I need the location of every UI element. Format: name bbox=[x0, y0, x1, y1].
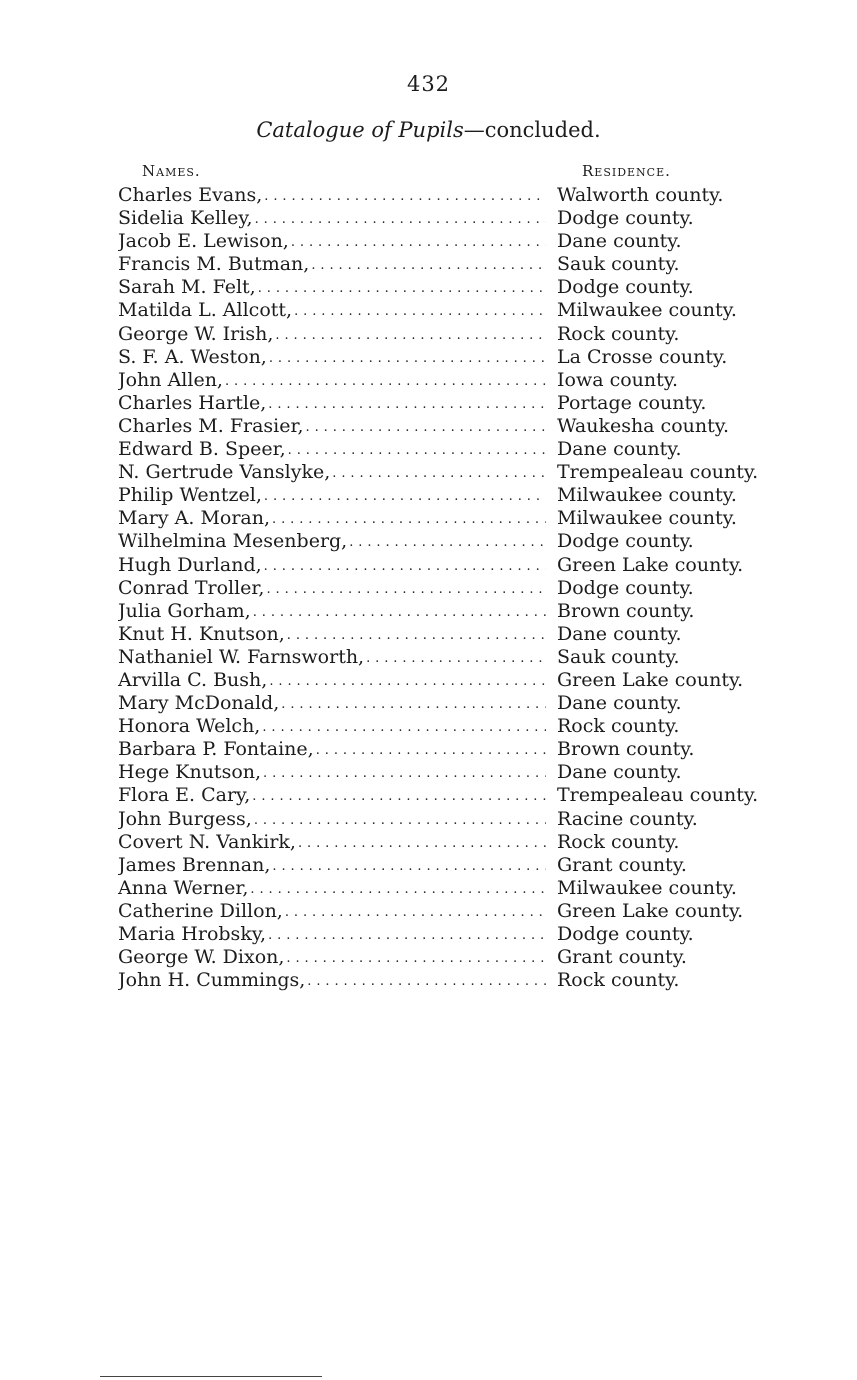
list-item bbox=[0, 738, 857, 761]
pupil-residence: Dane county. bbox=[557, 230, 682, 253]
list-item bbox=[0, 600, 857, 623]
pupil-residence: Green Lake county. bbox=[557, 668, 744, 691]
pupil-name: Hugh Durland, bbox=[118, 553, 262, 576]
pupil-name-cell bbox=[118, 923, 546, 947]
list-item bbox=[0, 831, 857, 854]
pupil-name: Wilhelmina Mesenberg, bbox=[118, 530, 348, 553]
pupil-name: Matilda L. Allcott, bbox=[118, 299, 293, 322]
pupil-name: John Allen, bbox=[118, 368, 223, 391]
list-item bbox=[0, 299, 857, 322]
pupil-list bbox=[0, 184, 857, 992]
pupil-name: Honora Welch, bbox=[118, 715, 261, 738]
pupil-name: Charles Hartle, bbox=[118, 391, 267, 414]
pupil-name-cell bbox=[118, 808, 546, 832]
pupil-name: Anna Werner, bbox=[118, 876, 249, 899]
pupil-name: Flora E. Cary, bbox=[118, 784, 251, 807]
pupil-name: Mary A. Moran, bbox=[118, 507, 271, 530]
title-italic: Catalogue of Pupils bbox=[256, 118, 464, 142]
pupil-name-cell bbox=[118, 738, 546, 762]
pupil-residence: Dane county. bbox=[557, 692, 682, 715]
pupil-residence: Trempealeau county. bbox=[557, 461, 759, 484]
pupil-residence: La Crosse county. bbox=[557, 345, 728, 368]
pupil-residence: Green Lake county. bbox=[557, 553, 744, 576]
pupil-residence: Rock county. bbox=[557, 715, 680, 738]
list-item bbox=[0, 346, 857, 369]
pupil-residence: Rock county. bbox=[557, 969, 680, 992]
pupil-residence: Dane county. bbox=[557, 622, 682, 645]
list-item bbox=[0, 923, 857, 946]
list-item bbox=[0, 554, 857, 577]
pupil-name: Nathaniel W. Farnsworth, bbox=[118, 645, 365, 668]
pupil-name: Francis M. Butman, bbox=[118, 253, 310, 276]
pupil-name: Charles M. Frasier, bbox=[118, 414, 304, 437]
pupil-name: Barbara P. Fontaine, bbox=[118, 738, 314, 761]
pupil-residence: Brown county. bbox=[557, 738, 695, 761]
pupil-name: George W. Dixon, bbox=[118, 946, 285, 969]
pupil-name-cell bbox=[118, 207, 546, 231]
list-item bbox=[0, 369, 857, 392]
list-item bbox=[0, 623, 857, 646]
pupil-residence: Milwaukee county. bbox=[557, 507, 737, 530]
list-item bbox=[0, 184, 857, 207]
pupil-residence: Milwaukee county. bbox=[557, 484, 737, 507]
pupil-residence: Milwaukee county. bbox=[557, 299, 737, 322]
pupil-residence: Walworth county. bbox=[557, 184, 724, 206]
list-item bbox=[0, 530, 857, 553]
pupil-residence: Milwaukee county. bbox=[557, 876, 737, 899]
pupil-residence: Sauk county. bbox=[557, 253, 680, 276]
title-suffix: —concluded. bbox=[463, 118, 601, 142]
pupil-name: Maria Hrobsky, bbox=[118, 923, 267, 945]
pupil-name-cell bbox=[118, 323, 546, 347]
pupil-residence: Rock county. bbox=[557, 830, 680, 853]
pupil-name-cell bbox=[118, 299, 546, 323]
list-item bbox=[0, 276, 857, 299]
pupil-name-cell bbox=[118, 669, 546, 693]
pupil-residence: Brown county. bbox=[557, 599, 695, 622]
list-item bbox=[0, 877, 857, 900]
pupil-residence: Waukesha county. bbox=[557, 414, 729, 437]
pupil-name-cell bbox=[118, 715, 546, 739]
list-item bbox=[0, 484, 857, 507]
list-item bbox=[0, 323, 857, 346]
list-item bbox=[0, 946, 857, 969]
list-item bbox=[0, 761, 857, 784]
pupil-residence: Trempealeau county. bbox=[557, 784, 759, 807]
pupil-residence: Grant county. bbox=[557, 946, 687, 969]
pupil-name-cell bbox=[118, 230, 546, 254]
pupil-name-cell bbox=[118, 969, 546, 993]
list-item bbox=[0, 692, 857, 715]
page-title bbox=[0, 118, 857, 142]
pupil-name-cell bbox=[118, 554, 546, 578]
pupil-name-cell bbox=[118, 392, 546, 416]
list-item bbox=[0, 230, 857, 253]
pupil-name: Knut H. Knutson, bbox=[118, 622, 285, 645]
pupil-residence: Dodge county. bbox=[557, 923, 694, 945]
footer-rule bbox=[100, 1376, 322, 1377]
column-header-residence: Residence. bbox=[582, 162, 671, 180]
pupil-name: Charles Evans, bbox=[118, 184, 263, 206]
pupil-name-cell bbox=[118, 276, 546, 300]
pupil-name-cell bbox=[118, 854, 546, 878]
pupil-residence: Iowa county. bbox=[557, 368, 679, 391]
pupil-name-cell bbox=[118, 646, 546, 670]
list-item bbox=[0, 808, 857, 831]
pupil-name: Hege Knutson, bbox=[118, 761, 262, 784]
list-item bbox=[0, 415, 857, 438]
page-number: 432 bbox=[406, 72, 451, 96]
pupil-residence: Dane county. bbox=[557, 438, 682, 461]
pupil-residence: Grant county. bbox=[557, 853, 687, 876]
pupil-name: Edward B. Speer, bbox=[118, 438, 286, 461]
pupil-name: Catherine Dillon, bbox=[118, 899, 283, 922]
pupil-residence: Rock county. bbox=[557, 322, 680, 345]
pupil-name: Jacob E. Lewison, bbox=[118, 230, 289, 253]
pupil-name: Mary McDonald, bbox=[118, 692, 280, 715]
pupil-residence: Sauk county. bbox=[557, 645, 680, 668]
pupil-residence: Racine county. bbox=[557, 807, 698, 830]
pupil-name-cell bbox=[118, 784, 546, 808]
list-item bbox=[0, 438, 857, 461]
pupil-name-cell bbox=[118, 761, 546, 785]
pupil-name: John Burgess, bbox=[118, 807, 252, 830]
pupil-name-cell bbox=[118, 900, 546, 924]
pupil-name-cell bbox=[118, 877, 546, 901]
pupil-name: Conrad Troller, bbox=[118, 576, 265, 599]
pupil-name: George W. Irish, bbox=[118, 322, 274, 345]
pupil-name-cell bbox=[118, 369, 546, 393]
column-header-names: Names. bbox=[142, 162, 201, 180]
list-item bbox=[0, 392, 857, 415]
list-item bbox=[0, 461, 857, 484]
pupil-residence: Dodge county. bbox=[557, 576, 694, 599]
pupil-name-cell bbox=[118, 831, 546, 855]
pupil-name: John H. Cummings, bbox=[118, 969, 306, 992]
list-item bbox=[0, 253, 857, 276]
list-item bbox=[0, 784, 857, 807]
pupil-name-cell bbox=[118, 484, 546, 508]
list-item bbox=[0, 854, 857, 877]
pupil-name-cell bbox=[118, 461, 546, 485]
list-item bbox=[0, 715, 857, 738]
pupil-name-cell bbox=[118, 692, 546, 716]
pupil-name-cell bbox=[118, 184, 546, 208]
pupil-name: Arvilla C. Bush, bbox=[118, 668, 268, 691]
pupil-residence: Portage county. bbox=[557, 391, 707, 414]
pupil-name-cell bbox=[118, 507, 546, 531]
pupil-name-cell bbox=[118, 346, 546, 370]
pupil-name: Sidelia Kelley, bbox=[118, 207, 253, 230]
list-item bbox=[0, 507, 857, 530]
pupil-name-cell bbox=[118, 623, 546, 647]
pupil-name-cell bbox=[118, 253, 546, 277]
list-item bbox=[0, 207, 857, 230]
pupil-residence: Dodge county. bbox=[557, 276, 694, 299]
pupil-name-cell bbox=[118, 577, 546, 601]
pupil-name-cell bbox=[118, 600, 546, 624]
list-item bbox=[0, 577, 857, 600]
pupil-name-cell bbox=[118, 415, 546, 439]
pupil-name: S. F. A. Weston, bbox=[118, 345, 267, 368]
pupil-name: Covert N. Vankirk, bbox=[118, 830, 296, 853]
pupil-name: N. Gertrude Vanslyke, bbox=[118, 461, 331, 484]
pupil-residence: Green Lake county. bbox=[557, 899, 744, 922]
pupil-residence: Dane county. bbox=[557, 761, 682, 784]
pupil-name: Philip Wentzel, bbox=[118, 484, 262, 507]
list-item bbox=[0, 969, 857, 992]
pupil-residence: Dodge county. bbox=[557, 207, 694, 230]
pupil-residence: Dodge county. bbox=[557, 530, 694, 553]
list-item bbox=[0, 900, 857, 923]
list-item bbox=[0, 669, 857, 692]
pupil-name: Julia Gorham, bbox=[118, 599, 251, 622]
pupil-name: Sarah M. Felt, bbox=[118, 276, 256, 299]
pupil-name-cell bbox=[118, 530, 546, 554]
pupil-name-cell bbox=[118, 946, 546, 970]
pupil-name: James Brennan, bbox=[118, 853, 271, 876]
list-item bbox=[0, 646, 857, 669]
pupil-name-cell bbox=[118, 438, 546, 462]
